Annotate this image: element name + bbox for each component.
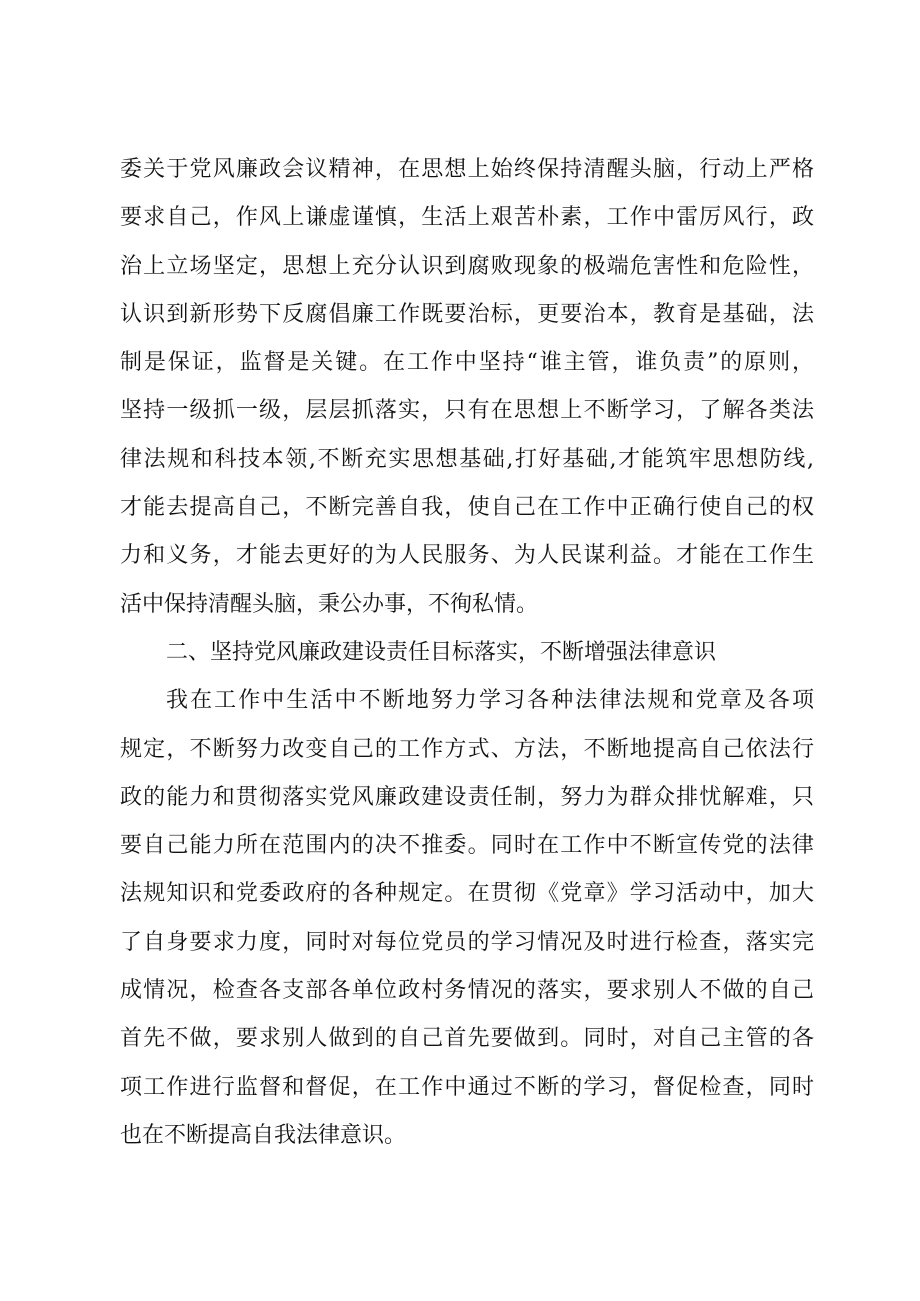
text-line: 坚持一级抓一级，层层抓落实，只有在思想上不断学习，了解各类法: [120, 398, 814, 424]
section-heading: 二、坚持党风廉政建设责任目标落实，不断增强法律意识: [166, 639, 717, 665]
document-page: [120, 146, 814, 1160]
text-line: 力和义务，才能去更好的为人民服务、为人民谋利益。才能在工作生: [120, 543, 814, 569]
text-line: 项工作进行监督和督促，在工作中通过不断的学习，督促检查，同时: [120, 1074, 814, 1100]
paragraph-2: [120, 677, 814, 1160]
text-line: 要求自己，作风上谦虚谨慎，生活上艰苦朴素，工作中雷厉风行，政: [120, 205, 814, 231]
text-line: 规定，不断努力改变自己的工作方式、方法，不断地提高自己依法行: [120, 736, 814, 762]
paragraph-1: [120, 146, 814, 629]
text-line: 政的能力和贯彻落实党风廉政建设责任制，努力为群众排忧解难，只: [120, 784, 814, 810]
text-line: 首先不做，要求别人做到的自己首先要做到。同时，对自己主管的各: [120, 1026, 814, 1052]
text-line: 认识到新形势下反腐倡廉工作既要治标，更要治本，教育是基础，法: [120, 301, 814, 327]
text-line: 要自己能力所在范围内的决不推委。同时在工作中不断宣传党的法律: [120, 833, 814, 859]
text-line: 律法规和科技本领,不断充实思想基础,打好基础,才能筑牢思想防线,: [120, 446, 814, 472]
text-line: 活中保持清醒头脑，秉公办事，不徇私情。: [120, 591, 539, 617]
text-line: 也在不断提高自我法律意识。: [120, 1122, 407, 1148]
text-line: 治上立场坚定，思想上充分认识到腐败现象的极端危害性和危险性，: [120, 253, 814, 279]
text-line: 了自身要求力度，同时对每位党员的学习情况及时进行检查，落实完: [120, 929, 814, 955]
text-line: 委关于党风廉政会议精神，在思想上始终保持清醒头脑，行动上严格: [120, 157, 814, 182]
text-line: 法规知识和党委政府的各种规定。在贯彻《党章》学习活动中，加大: [120, 881, 814, 907]
text-line: 成情况，检查各支部各单位政村务情况的落实，要求别人不做的自己: [120, 978, 814, 1004]
text-line: 我在工作中生活中不断地努力学习各种法律法规和党章及各项: [166, 688, 814, 714]
text-line: 才能去提高自己，不断完善自我，使自己在工作中正确行使自己的权: [120, 495, 814, 521]
text-line: 制是保证，监督是关键。在工作中坚持“谁主管，谁负责”的原则，: [120, 350, 814, 376]
